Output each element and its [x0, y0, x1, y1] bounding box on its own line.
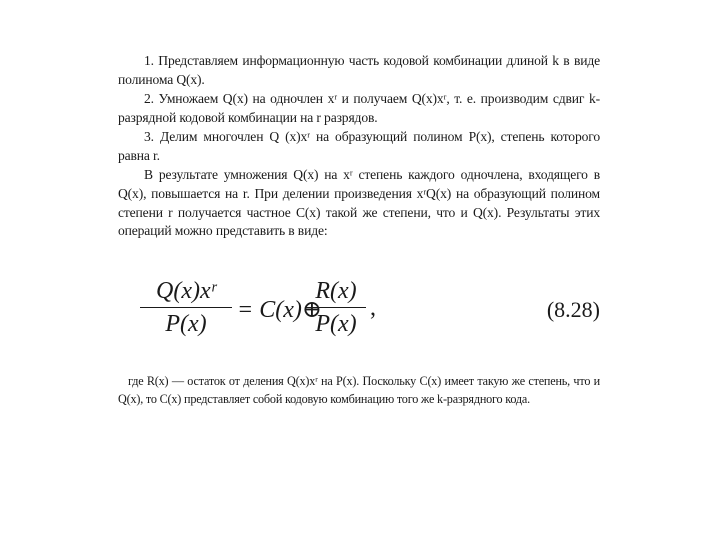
step-1-paragraph: 1. Представляем информационную часть кодовой комбинации длиной k в виде полинома Q(x).: [118, 53, 600, 87]
right-numerator: R(x): [315, 278, 357, 304]
left-denominator: P(x): [165, 311, 207, 337]
step-2-paragraph: 2. Умножаем Q(x) на одночлен xʳ и получаем Q(x)xʳ, т. е. производим сдвиг k-разрядной кодовой комбинации на r разрядов.: [118, 91, 600, 125]
right-fraction: [306, 278, 366, 338]
explanation-paragraph: где R(x) — остаток от деления Q(x)xʳ на P(x). Поскольку C(x) имеет такую же степень, что и Q(x), то C(x) представляет собой кодовую комбинацию того же k-разрядного кода.: [118, 374, 600, 406]
left-fraction: [140, 278, 232, 338]
right-fraction-bar: [306, 307, 366, 308]
left-numerator: Q(x)xʳ: [156, 278, 216, 304]
result-paragraph: В результате умножения Q(x) на xʳ степень каждого одночлена, входящего в Q(x), повышается на r. При делении произведения xʳQ(x) на образующий полином степени r получается частное C(x) такой же степени, что и Q(x). Результаты этих операций можно представить в виде:: [118, 167, 601, 239]
equation-number: (8.28): [546, 297, 600, 322]
step-3-paragraph: 3. Делим многочлен Q (x)xʳ на образующий полином P(x), степень которого равна r.: [118, 129, 600, 163]
equation-middle: = C(x)⊕: [237, 297, 322, 323]
equation-8-28: [140, 278, 600, 344]
equation-comma: ,: [370, 295, 376, 321]
left-fraction-bar: [140, 307, 232, 308]
right-denominator: P(x): [315, 311, 357, 337]
